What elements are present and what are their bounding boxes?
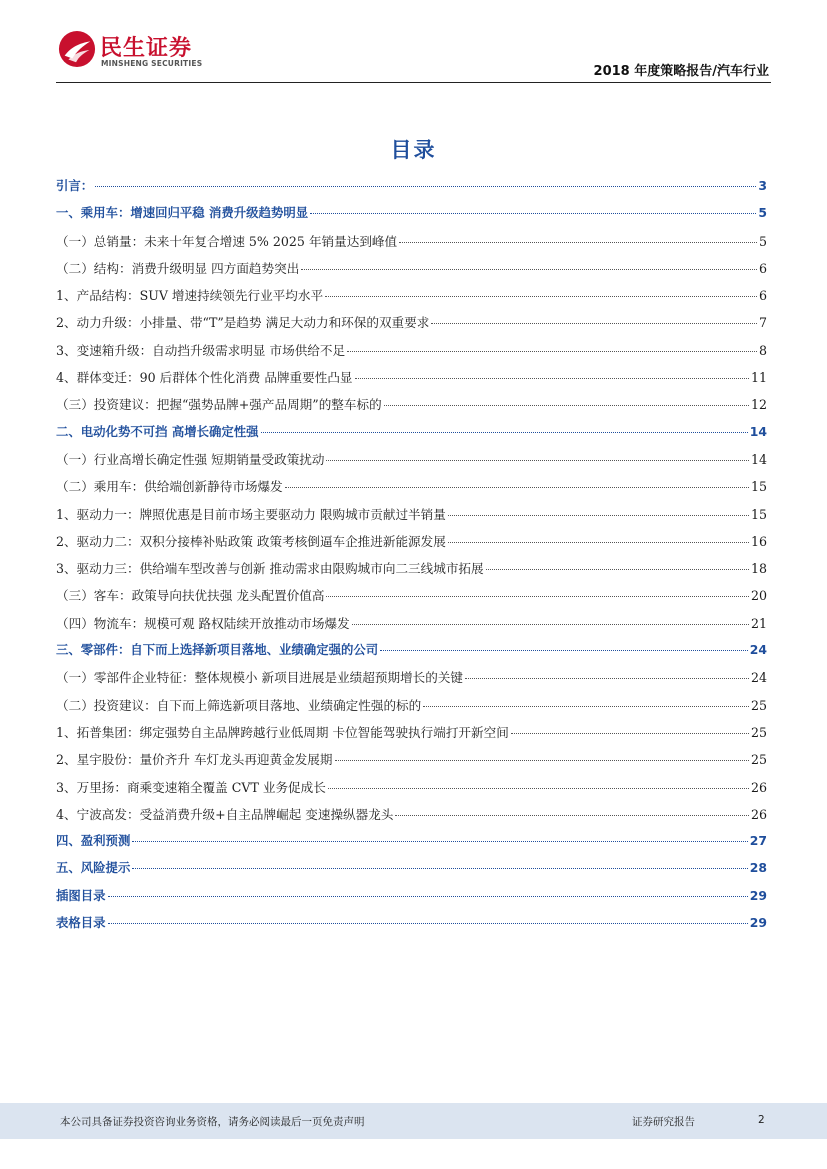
toc-entry-page: 28 <box>749 860 767 876</box>
toc-entry-title: （三）客车：政策导向扶优扶强 龙头配置价值高 <box>56 588 325 604</box>
toc-entry-page: 25 <box>750 752 767 768</box>
toc-entry-title: 2、驱动力二：双积分接棒补贴政策 政策考核倒逼车企推进新能源发展 <box>56 533 446 549</box>
toc-dot-leader <box>347 351 757 352</box>
toc-entry-title: 1、拓普集团：绑定强势自主品牌跨越行业低周期 卡位智能驾驶执行端打开新空间 <box>56 724 509 740</box>
toc-dot-leader <box>511 733 749 734</box>
toc-entry-page: 20 <box>750 588 767 604</box>
footer-disclaimer: 本公司具备证券投资咨询业务资格，请务必阅读最后一页免责声明 <box>60 1116 365 1128</box>
toc-entry[interactable] <box>56 203 767 230</box>
minsheng-logo-icon <box>58 30 96 68</box>
toc-entry-page: 16 <box>750 533 767 549</box>
footer-report-type: 证券研究报告 <box>632 1116 695 1128</box>
toc-dot-leader <box>355 378 749 379</box>
toc-entry-page: 7 <box>758 315 767 331</box>
toc-entry-page: 27 <box>749 833 767 849</box>
toc-entry[interactable] <box>56 558 767 585</box>
toc-dot-leader <box>326 460 748 461</box>
toc-entry-title: 3、驱动力三：供给端车型改善与创新 推动需求由限购城市向二三线城市拓展 <box>56 561 484 577</box>
toc-dot-leader <box>380 650 748 651</box>
toc-entry[interactable] <box>56 858 767 885</box>
toc-dot-leader <box>486 569 749 570</box>
toc-entry[interactable] <box>56 886 767 913</box>
toc-entry[interactable] <box>56 367 767 394</box>
toc-entry[interactable] <box>56 913 767 940</box>
toc-entry-title: 4、宁波高发：受益消费升级+自主品牌崛起 变速操纵器龙头 <box>56 806 394 822</box>
toc-entry-page: 25 <box>750 697 767 713</box>
toc-entry-page: 5 <box>758 233 767 249</box>
toc-entry[interactable] <box>56 504 767 531</box>
toc-entry[interactable] <box>56 667 767 694</box>
toc-heading: 目录 <box>390 138 437 162</box>
toc-entry-title: （二）投资建议：自下而上筛选新项目落地、业绩确定性强的标的 <box>56 697 422 713</box>
toc-entry[interactable] <box>56 449 767 476</box>
toc-entry[interactable] <box>56 831 767 858</box>
toc-entry[interactable] <box>56 176 767 203</box>
toc-entry-title: 2、星宇股份：量价齐升 车灯龙头再迎黄金发展期 <box>56 752 333 768</box>
toc-dot-leader <box>352 624 749 625</box>
toc-dot-leader <box>325 296 757 297</box>
toc-entry-page: 8 <box>758 342 767 358</box>
toc-entry[interactable] <box>56 640 767 667</box>
toc-entry-title: 4、群体变迁：90 后群体个性化消费 品牌重要性凸显 <box>56 370 353 386</box>
toc-dot-leader <box>310 213 756 214</box>
toc-entry[interactable] <box>56 476 767 503</box>
toc-dot-leader <box>448 542 749 543</box>
toc-entry-page: 6 <box>758 288 767 304</box>
toc-dot-leader <box>395 815 749 816</box>
toc-dot-leader <box>261 432 748 433</box>
toc-entry-page: 18 <box>750 561 767 577</box>
toc-entry-title: 一、乘用车：增速回归平稳 消费升级趋势明显 <box>56 205 309 221</box>
toc-entry-page: 29 <box>749 915 767 931</box>
toc-entry-title: 五、风险提示 <box>56 860 131 876</box>
toc-entry-title: （二）乘用车：供给端创新静待市场爆发 <box>56 479 283 495</box>
toc-entry-title: 引言： <box>56 178 94 193</box>
report-title: 2018 年度策略报告/汽车行业 <box>593 64 769 79</box>
toc-dot-leader <box>384 405 749 406</box>
header-divider <box>56 82 771 83</box>
toc-dot-leader <box>95 186 756 187</box>
toc-entry[interactable] <box>56 285 767 312</box>
toc-entry[interactable] <box>56 585 767 612</box>
toc-entry-page: 5 <box>758 205 767 221</box>
toc-dot-leader <box>335 760 749 761</box>
toc-entry-page: 14 <box>749 423 767 439</box>
toc-entry[interactable] <box>56 258 767 285</box>
toc-entry-title: 3、变速箱升级：自动挡升级需求明显 市场供给不足 <box>56 342 346 358</box>
toc-dot-leader <box>423 706 749 707</box>
toc-entry-title: （四）物流车：规模可观 路权陆续开放推动市场爆发 <box>56 615 350 631</box>
toc-entry[interactable] <box>56 340 767 367</box>
toc-entry-title: 四、盈利预测 <box>56 833 131 849</box>
toc-entry-title: （一）总销量：未来十年复合增速 5% 2025 年销量达到峰值 <box>56 233 398 249</box>
toc-entry-page: 15 <box>750 506 767 522</box>
toc-dot-leader <box>132 868 747 869</box>
toc-entry-page: 14 <box>750 451 767 467</box>
toc-entry-title: 1、产品结构：SUV 增速持续领先行业平均水平 <box>56 288 324 304</box>
toc-entry-title: （一）零部件企业特征：整体规模小 新项目进展是业绩超预期增长的关键 <box>56 670 464 686</box>
page-footer <box>0 1103 827 1139</box>
toc-dot-leader <box>465 678 749 679</box>
toc-entry-page: 29 <box>749 887 767 903</box>
toc-entry-title: 2、动力升级：小排量、带“T”是趋势 满足大动力和环保的双重要求 <box>56 315 430 331</box>
toc-entry[interactable] <box>56 231 767 258</box>
toc-entry-title: 3、万里扬：商乘变速箱全覆盖 CVT 业务促成长 <box>56 779 326 795</box>
toc-dot-leader <box>328 788 749 789</box>
toc-entry-page: 6 <box>758 260 767 276</box>
logo-english-name: MINSHENG SECURITIES <box>101 59 203 68</box>
toc-entry-page: 25 <box>750 724 767 740</box>
toc-entry-page: 24 <box>750 670 767 686</box>
toc-entry-title: （二）结构：消费升级明显 四方面趋势突出 <box>56 260 300 276</box>
page-header <box>0 0 827 90</box>
toc-entry-title: 1、驱动力一：牌照优惠是目前市场主要驱动力 限购城市贡献过半销量 <box>56 506 446 522</box>
toc-entry-page: 24 <box>749 642 767 658</box>
toc-entry-title: （一）行业高增长确定性强 短期销量受政策扰动 <box>56 451 325 467</box>
footer-page-number: 2 <box>758 1114 765 1126</box>
logo-chinese-name: 民生证券 <box>100 36 193 61</box>
toc-entry[interactable] <box>56 531 767 558</box>
toc-entry-title: 二、电动化势不可挡 高增长确定性强 <box>56 423 259 439</box>
toc-entry[interactable] <box>56 394 767 421</box>
toc-entry[interactable] <box>56 422 767 449</box>
toc-dot-leader <box>132 841 747 842</box>
toc-entry-page: 11 <box>750 370 767 386</box>
minsheng-logo <box>58 30 218 74</box>
toc-entry-page: 15 <box>750 479 767 495</box>
toc-entry[interactable] <box>56 749 767 776</box>
toc-entry-title: 插图目录 <box>56 887 106 903</box>
toc-dot-leader <box>108 923 748 924</box>
toc-entry-page: 3 <box>758 178 767 193</box>
toc-entry-page: 12 <box>750 397 767 413</box>
toc-entry-title: （三）投资建议：把握“强势品牌+强产品周期”的整车标的 <box>56 397 382 413</box>
toc-entry-page: 26 <box>750 779 767 795</box>
toc-dot-leader <box>108 896 748 897</box>
toc-entry[interactable] <box>56 722 767 749</box>
toc-entry-page: 26 <box>750 806 767 822</box>
toc-entry-title: 表格目录 <box>56 915 106 931</box>
toc-entry-title: 三、零部件：自下而上选择新项目落地、业绩确定强的公司 <box>56 642 379 658</box>
toc-dot-leader <box>431 323 757 324</box>
toc-entry[interactable] <box>56 804 767 831</box>
toc-dot-leader <box>326 596 748 597</box>
toc-entry[interactable] <box>56 312 767 339</box>
toc-dot-leader <box>301 269 757 270</box>
table-of-contents <box>56 176 767 940</box>
toc-dot-leader <box>448 515 749 516</box>
toc-dot-leader <box>399 242 757 243</box>
toc-entry[interactable] <box>56 613 767 640</box>
toc-entry[interactable] <box>56 695 767 722</box>
toc-entry[interactable] <box>56 777 767 804</box>
toc-dot-leader <box>285 487 749 488</box>
toc-entry-page: 21 <box>750 615 767 631</box>
